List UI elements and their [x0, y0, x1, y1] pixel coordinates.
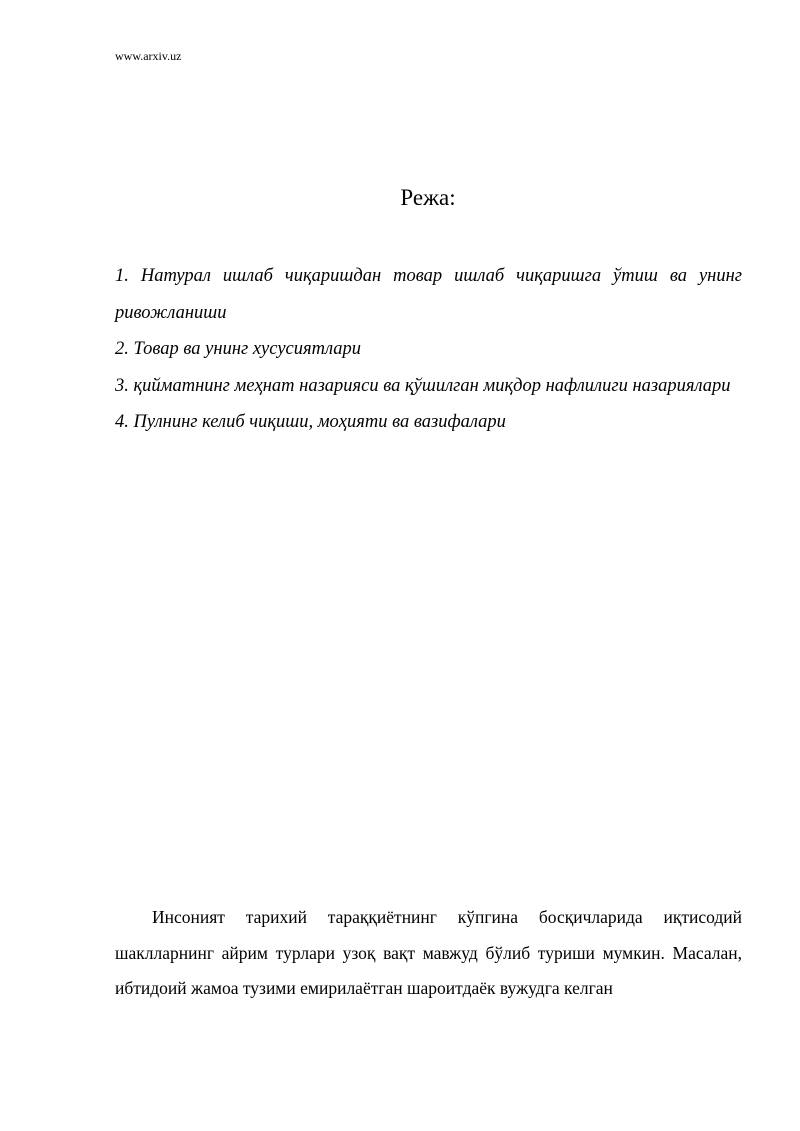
plan-item-4: 4. Пулнинг келиб чиқиши, моҳияти ва вазифалари	[115, 412, 506, 432]
plan-list	[115, 258, 742, 441]
plan-item-2: 2. Товар ва унинг хусусиятлари	[115, 339, 362, 359]
body-paragraph: Инсоният тарихий тараққиётнинг кўпгина босқичларида иқтисодий шаклларнинг айрим турлари узоқ вақт мавжуд бўлиб туриши мумкин. Масалан, ибтидоий жамоа тузими емирилаётган шароитдаёк вужудга келган	[115, 907, 742, 998]
header-url: www.arxiv.uz	[115, 49, 182, 63]
plan-item-3: 3. қийматнинг меҳнат назарияси ва қўшилган миқдор нафлилиги назариялари	[115, 375, 731, 396]
plan-title: Режа:	[400, 185, 456, 210]
plan-item-1: 1. Натурал ишлаб чиқаришдан товар ишлаб чиқаришга ўтиш ва унинг ривожланиши	[115, 266, 742, 323]
